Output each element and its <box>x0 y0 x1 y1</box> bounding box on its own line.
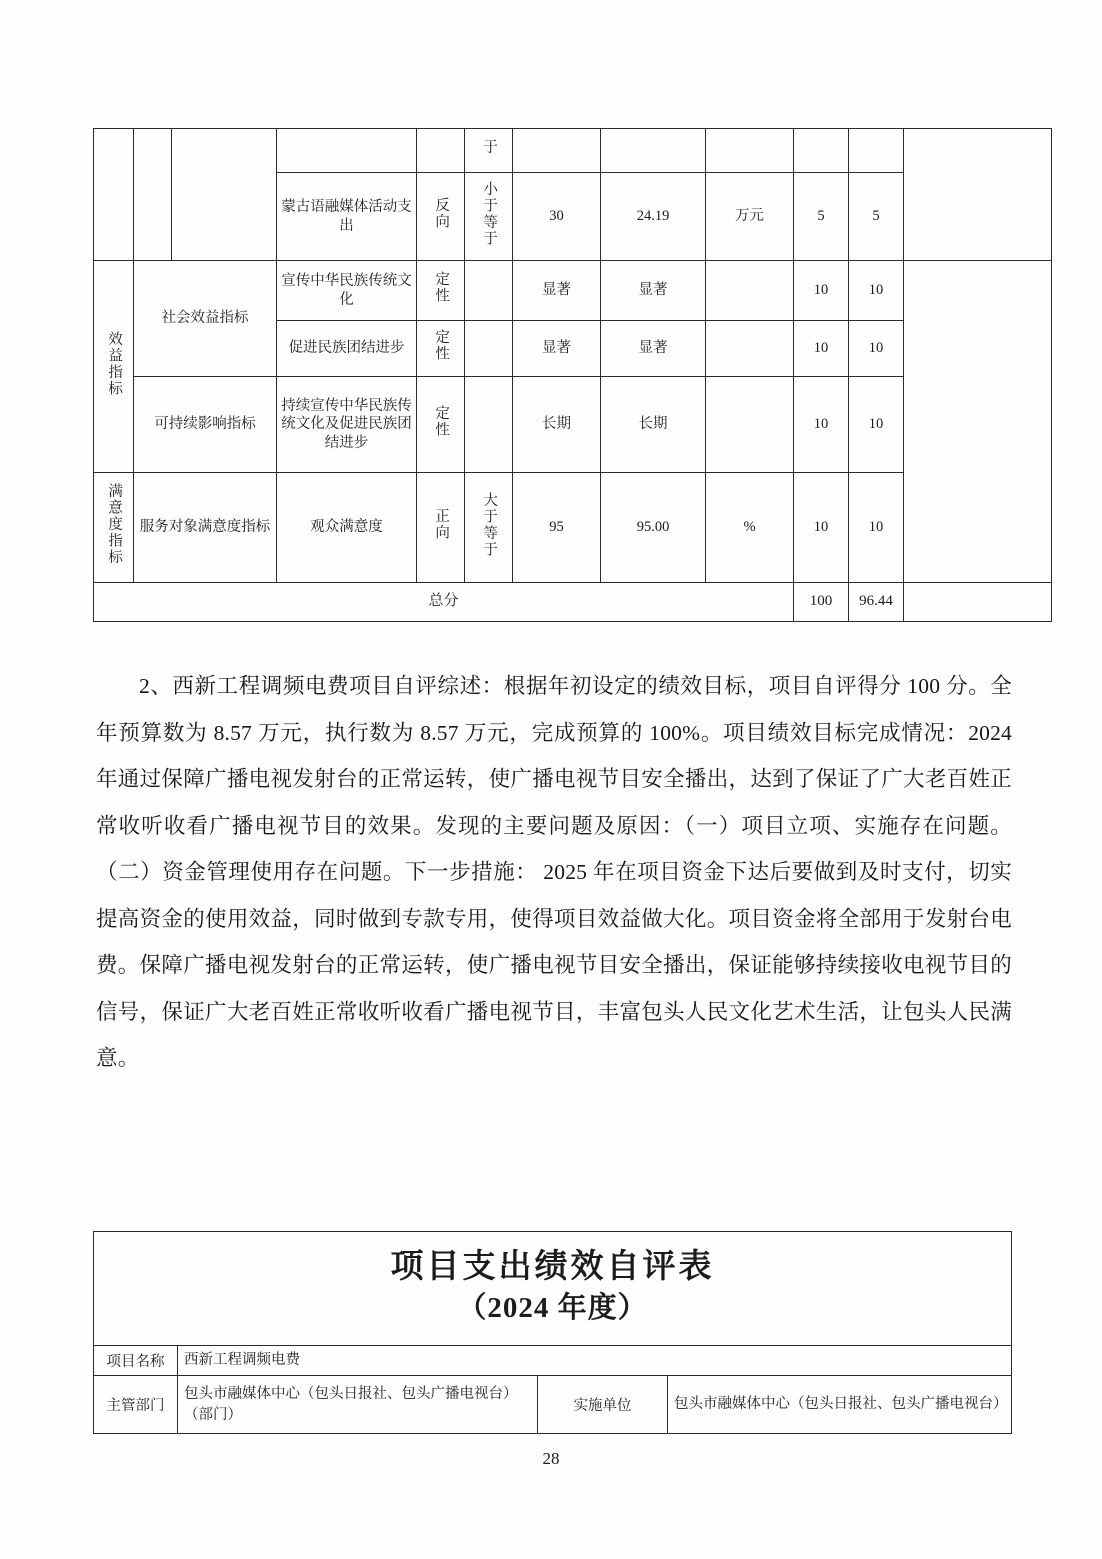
cell-actual: 长期 <box>601 377 706 473</box>
cell-level2-sustainable-impact: 可持续影响指标 <box>134 377 277 473</box>
page-title: 项目支出绩效自评表 <box>390 1249 715 1285</box>
cell-actual-continued <box>601 129 706 173</box>
cell-actual: 显著 <box>601 261 706 321</box>
cell-compare-continued: 于 <box>465 129 513 173</box>
implementing-unit-label: 实施单位 <box>538 1376 668 1434</box>
cell-score: 10 <box>849 377 904 473</box>
project-name-label: 项目名称 <box>94 1346 178 1376</box>
cell-target: 显著 <box>513 321 601 377</box>
cell-score-continued <box>849 129 904 173</box>
cell-indicator-continued <box>277 129 417 173</box>
cell-direction: 正向 <box>417 473 465 583</box>
total-label: 总分 <box>94 583 794 622</box>
cell-weight-continued <box>794 129 849 173</box>
cell-actual: 24.19 <box>601 173 706 261</box>
cell-actual: 95.00 <box>601 473 706 583</box>
table-row <box>94 261 1052 321</box>
cell-unit <box>706 261 794 321</box>
self-eval-title-cell <box>94 1232 1012 1346</box>
self-eval-title-row <box>94 1232 1012 1346</box>
total-weight: 100 <box>794 583 849 622</box>
cell-weight: 10 <box>794 377 849 473</box>
cell-actual: 显著 <box>601 321 706 377</box>
department-row <box>94 1376 1012 1434</box>
project-self-evaluation-table <box>93 1231 1012 1434</box>
cell-indicator: 促进民族团结进步 <box>277 321 417 377</box>
cell-indicator: 蒙古语融媒体活动支出 <box>277 173 417 261</box>
cell-target: 显著 <box>513 261 601 321</box>
cell-unit: 万元 <box>706 173 794 261</box>
cell-direction: 定性 <box>417 321 465 377</box>
project-name-value: 西新工程调频电费 <box>178 1346 1012 1376</box>
cell-level2-continued <box>134 129 172 261</box>
cell-score: 5 <box>849 173 904 261</box>
cell-level1-continued <box>94 129 134 261</box>
cell-compare <box>465 321 513 377</box>
cell-indicator: 宣传中华民族传统文化 <box>277 261 417 321</box>
cell-compare <box>465 261 513 321</box>
performance-indicator-table <box>93 128 1052 622</box>
project-name-row <box>94 1346 1012 1376</box>
cell-indicator: 观众满意度 <box>277 473 417 583</box>
cell-level2-service-satisfaction: 服务对象满意度指标 <box>134 473 277 583</box>
cell-note-continued <box>904 129 1052 261</box>
cell-weight: 5 <box>794 173 849 261</box>
cell-level1-satisfaction: 满意度指标 <box>94 473 134 583</box>
cell-note <box>904 261 1052 583</box>
cell-target-continued <box>513 129 601 173</box>
cell-direction: 定性 <box>417 377 465 473</box>
cell-direction-continued <box>417 129 465 173</box>
cell-level1-benefit: 效益指标 <box>94 261 134 473</box>
cell-level2-social-benefit: 社会效益指标 <box>134 261 277 377</box>
cell-direction: 反向 <box>417 173 465 261</box>
cell-direction: 定性 <box>417 261 465 321</box>
page-subtitle: （2024 年度） <box>457 1291 648 1324</box>
cell-weight: 10 <box>794 261 849 321</box>
cell-score: 10 <box>849 321 904 377</box>
cell-unit: % <box>706 473 794 583</box>
cell-indicator: 持续宣传中华民族传统文化及促进民族团结进步 <box>277 377 417 473</box>
supervising-department-label: 主管部门 <box>94 1376 178 1434</box>
cell-target: 30 <box>513 173 601 261</box>
cell-target: 长期 <box>513 377 601 473</box>
implementing-unit-value: 包头市融媒体中心（包头日报社、包头广播电视台） <box>668 1376 1012 1434</box>
table-total-row <box>94 583 1052 622</box>
cell-compare <box>465 377 513 473</box>
cell-compare: 小于等于 <box>465 173 513 261</box>
cell-weight: 10 <box>794 321 849 377</box>
cell-target: 95 <box>513 473 601 583</box>
self-evaluation-paragraph: 2、西新工程调频电费项目自评综述：根据年初设定的绩效目标，项目自评得分 100 分。全年预算数为 8.57 万元，执行数为 8.57 万元，完成预算的 100%。项目绩效目标完成情况：2024 年通过保障广播电视发射台的正常运转，使广播电视节目安全播出，达到了保证了广大老百姓正常收听收看广播电视节目的效果。发现的主要问题及原因：（一）项目立项、实施存在问题。（二）资金管理使用存在问题。下一步措施： 2025 年在项目资金下达后要做到及时支付，切实提高资金的使用效益，同时做到专款专用，使得项目效益做大化。项目资金将全部用于发射台电费。保障广播电视发射台的正常运转，使广播电视节目安全播出，保证能够持续接收电视节目的信号，保证广大老百姓正常收听收看广播电视节目，丰富包头人民文化艺术生活，让包头人民满意。 <box>96 674 1012 1070</box>
total-note <box>904 583 1052 622</box>
cell-unit-continued <box>706 129 794 173</box>
cell-unit <box>706 321 794 377</box>
supervising-department-value: 包头市融媒体中心（包头日报社、包头广播电视台）（部门） <box>178 1376 538 1434</box>
cell-spacer-continued <box>172 129 277 261</box>
cell-score: 10 <box>849 261 904 321</box>
page-number: 28 <box>542 1449 560 1468</box>
cell-weight: 10 <box>794 473 849 583</box>
total-score: 96.44 <box>849 583 904 622</box>
table-row <box>94 129 1052 173</box>
cell-unit <box>706 377 794 473</box>
cell-compare: 大于等于 <box>465 473 513 583</box>
cell-score: 10 <box>849 473 904 583</box>
